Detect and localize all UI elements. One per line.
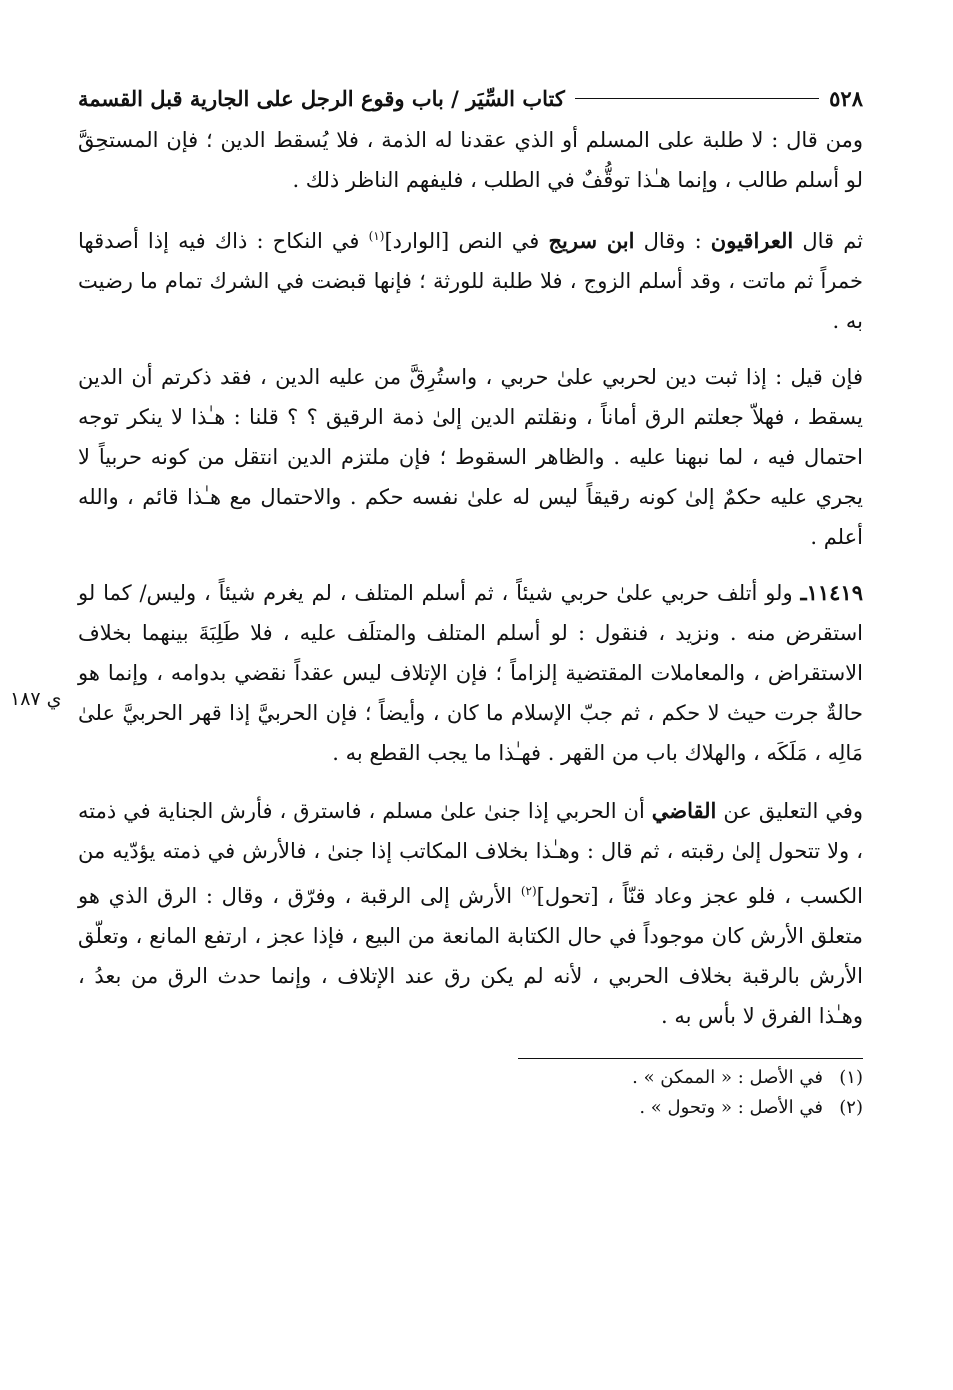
footnote-1 — [78, 1063, 863, 1093]
manuscript-folio-note: ي ١٨٧ — [10, 688, 62, 710]
header-rule — [575, 98, 819, 99]
page-number: ٥٢٨ — [829, 85, 863, 111]
paragraph-2 — [78, 216, 863, 341]
p2-text-a: ثم قال — [793, 229, 864, 253]
p5-text-a: وفي التعليق عن — [716, 799, 863, 823]
issue-number: ١١٤١٩ـ — [800, 580, 863, 605]
footnote-ref-1: (١) — [368, 229, 385, 243]
chapter-title: كتاب السِّيَر / باب وقوع الرجل على الجارية قبل القسمة — [78, 85, 565, 111]
footnote-ref-2: (٢) — [520, 884, 537, 898]
running-header — [78, 78, 863, 118]
p2-text-f: في النكاح : ذاك فيه إذا أصدقها خمراً ثم ماتت ، وقد أسلم الزوج ، فلا طلبة للورثة ؛ فإنها قبضت في الشرك تمام ما رضيت به . — [78, 229, 863, 333]
p5-text-c: أن الحربي إذا جنىٰ علىٰ مسلم ، فاسترق ، فأرش الجناية في ذمته ، ولا تتحول إلىٰ رقبته ، ثم قال : وهـٰذا بخلاف المكاتب إذا جنىٰ ، فالأرش في ذمته يؤدّيه من الكسب ، فلو عجز وعاد قنّاً ، [تحول] — [78, 799, 863, 908]
paragraph-5 — [78, 791, 863, 1036]
footnote-2-number: (٢) — [839, 1097, 863, 1118]
footnote-1-text: في الأصل : « الممكن » . — [632, 1067, 823, 1088]
p2-bold-ibn-surayj: ابن سريج — [548, 228, 635, 253]
p5-text-d: الأرش إلى الرقبة ، وفرّق ، وقال : الرق الذي هو متعلق الأرش كان موجوداً في حال الكتابة المانعة من البيع ، فإذا عجز ، ارتفع المانع ، وتعلّق الأرش بالرقبة بخلاف الحربي ، لأنه لم يكن رق عند الإتلاف ، وإنما حدث الرق من بعدُ ، وهـٰذا الفرق لا بأس به . — [78, 884, 863, 1028]
footnote-2-text: في الأصل : « وتحول » . — [639, 1097, 823, 1118]
p4-text: ولو أتلف حربي علىٰ حربي شيئاً ، ثم أسلم المتلف ، لم يغرم شيئاً ، وليس/ كما لو استقرض منه . ونزيد ، فنقول : لو أسلم المتلف والمتلَف عليه ، فلا طَلِبَةَ بينهما بخلاف الاستقراض ، والمعاملات المقتضية إلزاماً ؛ فإن الإتلاف ليس عقداً نقضي بدوامه ، وإنما هو حالةٌ جرت حيث لا حكم ، ثم جبّ الإسلام ما كان ، وأيضاً ؛ فإن الحربيَّ إذا قهر الحربيَّ علىٰ مَالِه ، مَلَكَه ، والهلاك باب من القهر . فهـٰذا ما يجب القطع به . — [78, 581, 863, 765]
p2-text-c: : وقال — [634, 229, 711, 253]
p2-text-e: في النص [الوارد] — [384, 229, 549, 253]
paragraph-4 — [78, 573, 863, 773]
footnote-rule — [518, 1058, 863, 1059]
paragraph-3: فإن قيل : إذا ثبت دين لحربي علىٰ حربي ، واستُرِقَّ من عليه الدين ، فقد ذكرتم أن الدين يسقط ، فهلاّ جعلتم الرق أماناً ، ونقلتم الدين إلىٰ ذمة الرقيق ؟ ؟ قلنا : هـٰذا لا ينكر توجه احتمال فيه ، لما نبهنا عليه . والظاهر السقوط ؛ فإن ملتزم الدين انتقل من كونه حربياً لا يجري عليه حكمٌ إلىٰ كونه رقيقاً ليس له علىٰ نفسه حكم . والاحتمال مع هـٰذا قائم ، والله أعلم . — [78, 365, 864, 549]
page-body — [78, 78, 863, 1123]
p2-bold-iraqiyun: العراقيون — [710, 228, 794, 253]
footnote-2 — [78, 1093, 863, 1123]
paragraph-1: ومن قال : لا طلبة على المسلم أو الذي عقدنا له الذمة ، فلا يُسقط الدين ؛ فإن المستحِقَّ لو أسلم طالب ، وإنما هـٰذا توقُّفٌ في الطلب ، فليفهم الناظر ذلك . — [78, 128, 863, 192]
p5-bold-qadi: القاضي — [651, 798, 717, 823]
footnote-1-number: (١) — [839, 1067, 863, 1088]
